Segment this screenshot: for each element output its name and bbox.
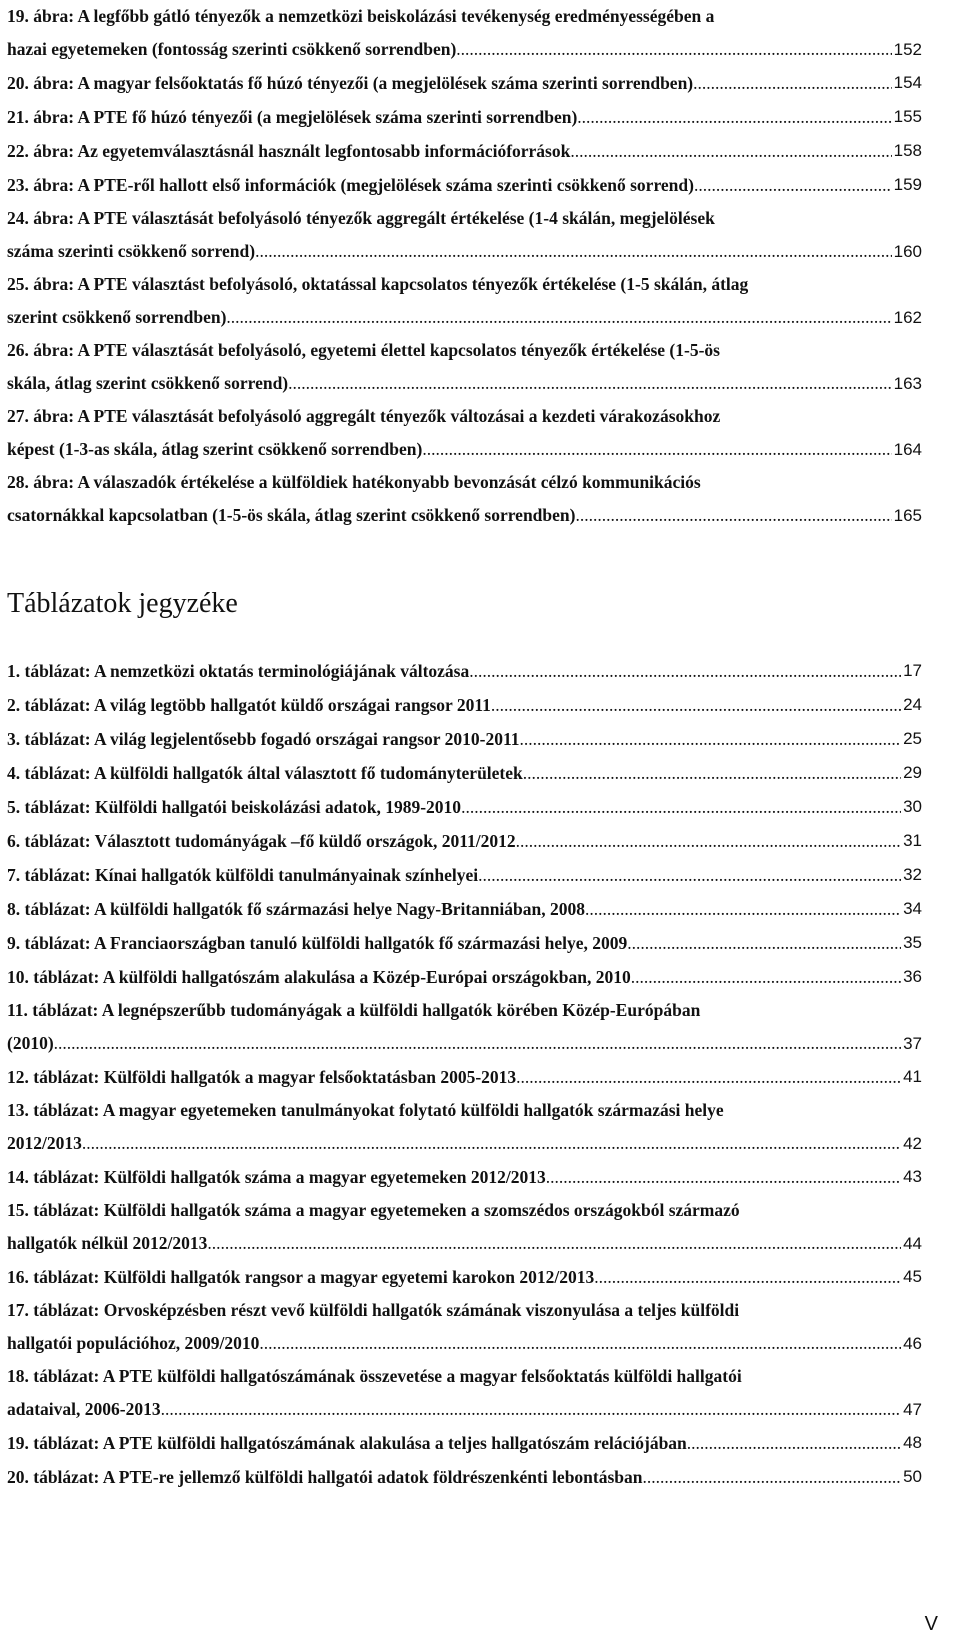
table-entry[interactable] (7, 688, 922, 722)
entry-page-number: 17 (903, 661, 922, 680)
entry-page-number: 32 (903, 865, 922, 884)
entry-title-line1: 11. táblázat: A legnépszerűbb tudományágak a külföldi hallgatók körében Közép-Európában (7, 1000, 701, 1020)
figure-entry[interactable] (7, 466, 922, 532)
entry-page-number: 46 (903, 1334, 922, 1353)
dot-leader (255, 235, 892, 268)
dot-leader (575, 499, 891, 532)
table-entry[interactable] (7, 1294, 922, 1360)
dot-leader (491, 688, 901, 722)
entry-page-number: 162 (893, 308, 922, 327)
entry-page-number: 50 (903, 1467, 922, 1486)
entry-title: 1. táblázat: A nemzetközi oktatás terminológiájának változása (7, 661, 470, 681)
dot-leader (161, 1393, 901, 1426)
entry-page-number: 165 (893, 506, 922, 525)
dot-leader (207, 1227, 901, 1260)
table-entry[interactable] (7, 654, 922, 688)
list-of-tables (7, 654, 922, 1494)
entry-title-line2: szerint csökkenő sorrendben) (7, 307, 227, 327)
entry-page-number: 45 (903, 1267, 922, 1286)
entry-page-number: 41 (903, 1067, 922, 1086)
entry-title: 2. táblázat: A világ legtöbb hallgatót küldő országai rangsor 2011 (7, 695, 491, 715)
entry-page-number: 34 (903, 899, 922, 918)
entry-page-number: 31 (903, 831, 922, 850)
dot-leader (520, 722, 902, 756)
dot-leader (693, 66, 891, 100)
entry-title-line2: száma szerinti csökkenő sorrend) (7, 241, 256, 261)
entry-title-line2: (2010) (7, 1033, 54, 1053)
table-entry[interactable] (7, 892, 922, 926)
entry-title: 6. táblázat: Választott tudományágak –fő küldő országok, 2011/2012 (7, 831, 516, 851)
entry-title-line2: csatornákkal kapcsolatban (1-5-ös skála, átlag szerint csökkenő sorrendben) (7, 505, 576, 525)
dot-leader (422, 433, 891, 466)
entry-title-line1: 18. táblázat: A PTE külföldi hallgatószámának összevetése a magyar felsőoktatás külföldi hallgatói (7, 1366, 742, 1386)
entry-title: 8. táblázat: A külföldi hallgatók fő származási helye Nagy-Britanniában, 2008 (7, 899, 586, 919)
page-number: V (924, 1613, 938, 1635)
entry-page-number: 44 (903, 1234, 922, 1253)
entry-title: 22. ábra: Az egyetemválasztásnál használt legfontosabb információforrások (7, 141, 571, 161)
entry-title: 12. táblázat: Külföldi hallgatók a magyar felsőoktatásban 2005-2013 (7, 1067, 517, 1087)
entry-page-number: 48 (903, 1433, 922, 1452)
figure-entry[interactable] (7, 400, 922, 466)
entry-title-line2: 2012/2013 (7, 1133, 82, 1153)
dot-leader (226, 301, 891, 334)
dot-leader (694, 168, 892, 202)
dot-leader (456, 33, 891, 66)
dot-leader (478, 858, 901, 892)
dot-leader (570, 134, 891, 168)
entry-title-line1: 19. ábra: A legfőbb gátló tényezők a nemzetközi beiskolázási tevékenység eredményességében a (7, 6, 715, 26)
entry-title-line2: adataival, 2006-2013 (7, 1399, 161, 1419)
entry-title: 5. táblázat: Külföldi hallgatói beiskolázási adatok, 1989-2010 (7, 797, 462, 817)
entry-page-number: 43 (903, 1167, 922, 1186)
table-entry[interactable] (7, 790, 922, 824)
entry-title-line2: hallgatói populációhoz, 2009/2010 (7, 1333, 260, 1353)
table-entry[interactable] (7, 1194, 922, 1260)
entry-title: 23. ábra: A PTE-ről hallott első információk (megjelölések száma szerinti csökkenő sorrend) (7, 175, 694, 195)
entry-page-number: 47 (903, 1400, 922, 1419)
entry-title-line1: 17. táblázat: Orvosképzésben részt vevő külföldi hallgatók számának viszonyulása a teljes külföldi (7, 1300, 740, 1320)
figure-entry[interactable] (7, 334, 922, 400)
entry-page-number: 36 (903, 967, 922, 986)
entry-title-line1: 27. ábra: A PTE választását befolyásoló aggregált tényezők változásai a kezdeti várakozásokhoz (7, 406, 721, 426)
tables-heading: Táblázatok jegyzéke (7, 588, 238, 619)
dot-leader (461, 790, 901, 824)
dot-leader (627, 926, 901, 960)
entry-page-number: 158 (893, 141, 922, 160)
entry-page-number: 155 (893, 107, 922, 126)
entry-title-line1: 28. ábra: A válaszadók értékelése a külföldiek hatékonyabb bevonzását célzó kommunikációs (7, 472, 701, 492)
entry-title: 3. táblázat: A világ legjelentősebb fogadó országai rangsor 2010-2011 (7, 729, 520, 749)
figure-entry[interactable] (7, 168, 922, 202)
entry-page-number: 24 (903, 695, 922, 714)
entry-title-line1: 26. ábra: A PTE választását befolyásoló, egyetemi élettel kapcsolatos tényezők értékelése (1-5-ös (7, 340, 720, 360)
table-entry[interactable] (7, 960, 922, 994)
dot-leader (594, 1260, 901, 1294)
entry-title: 7. táblázat: Kínai hallgatók külföldi tanulmányainak színhelyei (7, 865, 479, 885)
dot-leader (631, 960, 901, 994)
figure-entry[interactable] (7, 268, 922, 334)
entry-title: 16. táblázat: Külföldi hallgatók rangsor a magyar egyetemi karokon 2012/2013 (7, 1267, 595, 1287)
table-entry[interactable] (7, 1260, 922, 1294)
entry-title: 19. táblázat: A PTE külföldi hallgatószámának alakulása a teljes hallgatószám relációjában (7, 1433, 687, 1453)
entry-page-number: 42 (903, 1134, 922, 1153)
entry-page-number: 152 (893, 40, 922, 59)
figure-entry[interactable] (7, 0, 922, 66)
list-of-figures (7, 0, 922, 532)
table-entry[interactable] (7, 1094, 922, 1160)
entry-title: 9. táblázat: A Franciaországban tanuló külföldi hallgatók fő származási helye, 2009 (7, 933, 628, 953)
entry-title-line1: 13. táblázat: A magyar egyetemeken tanulmányokat folytató külföldi hallgatók származási helye (7, 1100, 724, 1120)
entry-title-line2: hazai egyetemeken (fontosság szerinti csökkenő sorrendben) (7, 39, 457, 59)
table-entry[interactable] (7, 994, 922, 1060)
entry-title: 14. táblázat: Külföldi hallgatók száma a magyar egyetemeken 2012/2013 (7, 1167, 546, 1187)
table-entry[interactable] (7, 1426, 922, 1460)
entry-page-number: 25 (903, 729, 922, 748)
figure-entry[interactable] (7, 134, 922, 168)
table-entry[interactable] (7, 1160, 922, 1194)
entry-page-number: 35 (903, 933, 922, 952)
figure-entry[interactable] (7, 66, 922, 100)
dot-leader (516, 824, 901, 858)
dot-leader (687, 1426, 901, 1460)
table-entry[interactable] (7, 1360, 922, 1426)
entry-title: 20. ábra: A magyar felsőoktatás fő húzó tényezői (a megjelölések száma szerinti sorrendben) (7, 73, 694, 93)
table-entry[interactable] (7, 824, 922, 858)
dot-leader (643, 1460, 902, 1494)
entry-title-line1: 15. táblázat: Külföldi hallgatók száma a magyar egyetemeken a szomszédos országokból származó (7, 1200, 740, 1220)
dot-leader (259, 1327, 901, 1360)
dot-leader (288, 367, 891, 400)
entry-page-number: 160 (893, 242, 922, 261)
figure-entry[interactable] (7, 100, 922, 134)
entry-page-number: 163 (893, 374, 922, 393)
table-entry[interactable] (7, 722, 922, 756)
entry-page-number: 164 (893, 440, 922, 459)
entry-page-number: 159 (893, 175, 922, 194)
entry-title: 10. táblázat: A külföldi hallgatószám alakulása a Közép-Európai országokban, 2010 (7, 967, 631, 987)
entry-title: 21. ábra: A PTE fő húzó tényezői (a megjelölések száma szerinti sorrendben) (7, 107, 578, 127)
dot-leader (469, 654, 901, 688)
entry-title-line1: 25. ábra: A PTE választást befolyásoló, oktatással kapcsolatos tényezők értékelése (1-5 skálán, átlag (7, 274, 749, 294)
table-entry[interactable] (7, 1460, 922, 1494)
dot-leader (546, 1160, 901, 1194)
entry-page-number: 154 (893, 73, 922, 92)
entry-title-line2: skála, átlag szerint csökkenő sorrend) (7, 373, 289, 393)
table-entry[interactable] (7, 858, 922, 892)
table-entry[interactable] (7, 1060, 922, 1094)
entry-page-number: 29 (903, 763, 922, 782)
entry-page-number: 37 (903, 1034, 922, 1053)
table-entry[interactable] (7, 926, 922, 960)
dot-leader (523, 756, 901, 790)
dot-leader (585, 892, 901, 926)
entry-title-line2: képest (1-3-as skála, átlag szerint csökkenő sorrendben) (7, 439, 423, 459)
entry-title-line1: 24. ábra: A PTE választását befolyásoló tényezők aggregált értékelése (1-4 skálán, megjelölések (7, 208, 715, 228)
table-entry[interactable] (7, 756, 922, 790)
dot-leader (54, 1027, 901, 1060)
dot-leader (516, 1060, 901, 1094)
dot-leader (82, 1127, 901, 1160)
entry-title-line2: hallgatók nélkül 2012/2013 (7, 1233, 208, 1253)
entry-page-number: 30 (903, 797, 922, 816)
entry-title: 4. táblázat: A külföldi hallgatók által választott fő tudományterületek (7, 763, 523, 783)
dot-leader (577, 100, 891, 134)
figure-entry[interactable] (7, 202, 922, 268)
entry-title: 20. táblázat: A PTE-re jellemző külföldi hallgatói adatok földrészenkénti lebontásban (7, 1467, 643, 1487)
